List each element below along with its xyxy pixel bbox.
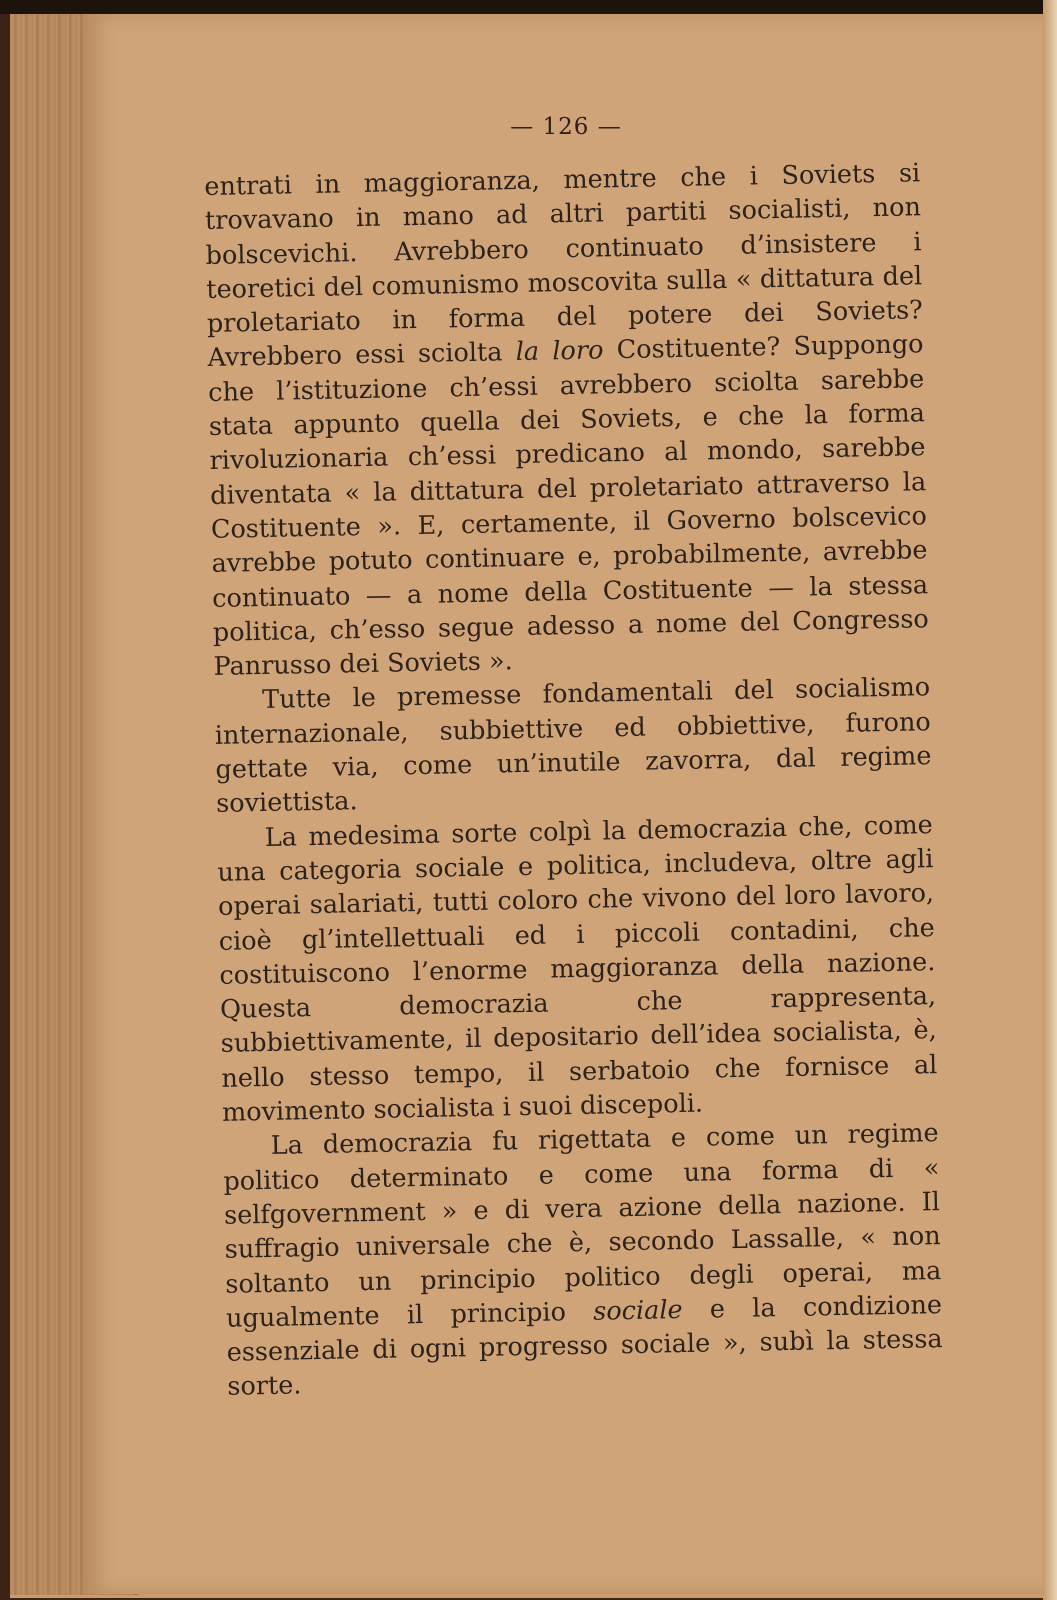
italic-text: sociale [592, 1294, 683, 1327]
text-segment: entrati in maggioranza, mentre che i Soviets si trovavano in mano ad altri partiti socialisti, non bolscevichi. Avrebbero continuato d’insistere i teoretici del comunismo moscovita sulla « dittatura del proletariato in forma del potere dei Soviets? Avrebbero essi sciolta [204, 158, 924, 374]
text-segment: La medesima sorte colpì la democrazia che, come una categoria sociale e politica, includeva, oltre agli operai salariati, tutti coloro che vivono del loro lavoro, cioè gl’intellettuali ed i piccoli contadini, che costituiscono l’enorme maggioranza della nazione. Questa democrazia che rappresenta, subbiettivamente, il depositario dell’idea socialista, è, nello stesso tempo, il serbatoio che fornisce al movimento socialista i suoi discepoli. [217, 809, 938, 1128]
right-margin-edge [1043, 0, 1057, 1600]
text-segment: e la condizione essenziale di ogni progresso sociale », subì la stessa sorte. [226, 1289, 943, 1403]
paragraph [214, 671, 933, 822]
text-segment: Costituente? Suppongo che l’istituzione ch’essi avrebbero sciolta sarebbe stata appunto quella dei Soviets, e che la forma rivoluzionaria ch’essi predicano al mondo, sarebbe diventata « la dittatura del proletariato attraverso la Costituente ». E, certamente, il Governo bolscevico avrebbe potuto continuare e, probabilmente, avrebbe continuato — a nome della Costituente — la stessa politica, ch’esso segue adesso a nome del Congresso Panrusso dei Soviets ». [207, 329, 930, 683]
page-number: — 126 — [510, 114, 622, 140]
paragraph [217, 808, 939, 1130]
body-text [204, 156, 944, 1404]
top-binding-edge [0, 0, 1057, 14]
text-segment: Tutte le premesse fondamentali del socialismo internazionale, subbiettive ed obbiettive, furono gettate via, come un’inutile zavorra, dal regime soviettista. [214, 672, 932, 820]
text-segment: La democrazia fu rigettata e come un regime politico determinato e come una forma di « selfgovernment » e di vera azione della nazione. Il suffragio universale che è, secondo Lassalle, « non soltanto un principio politico degli operai, ma ugualmente il principio [223, 1118, 942, 1334]
paragraph [204, 156, 930, 684]
paragraph [222, 1116, 943, 1404]
italic-text: la loro [515, 335, 604, 368]
